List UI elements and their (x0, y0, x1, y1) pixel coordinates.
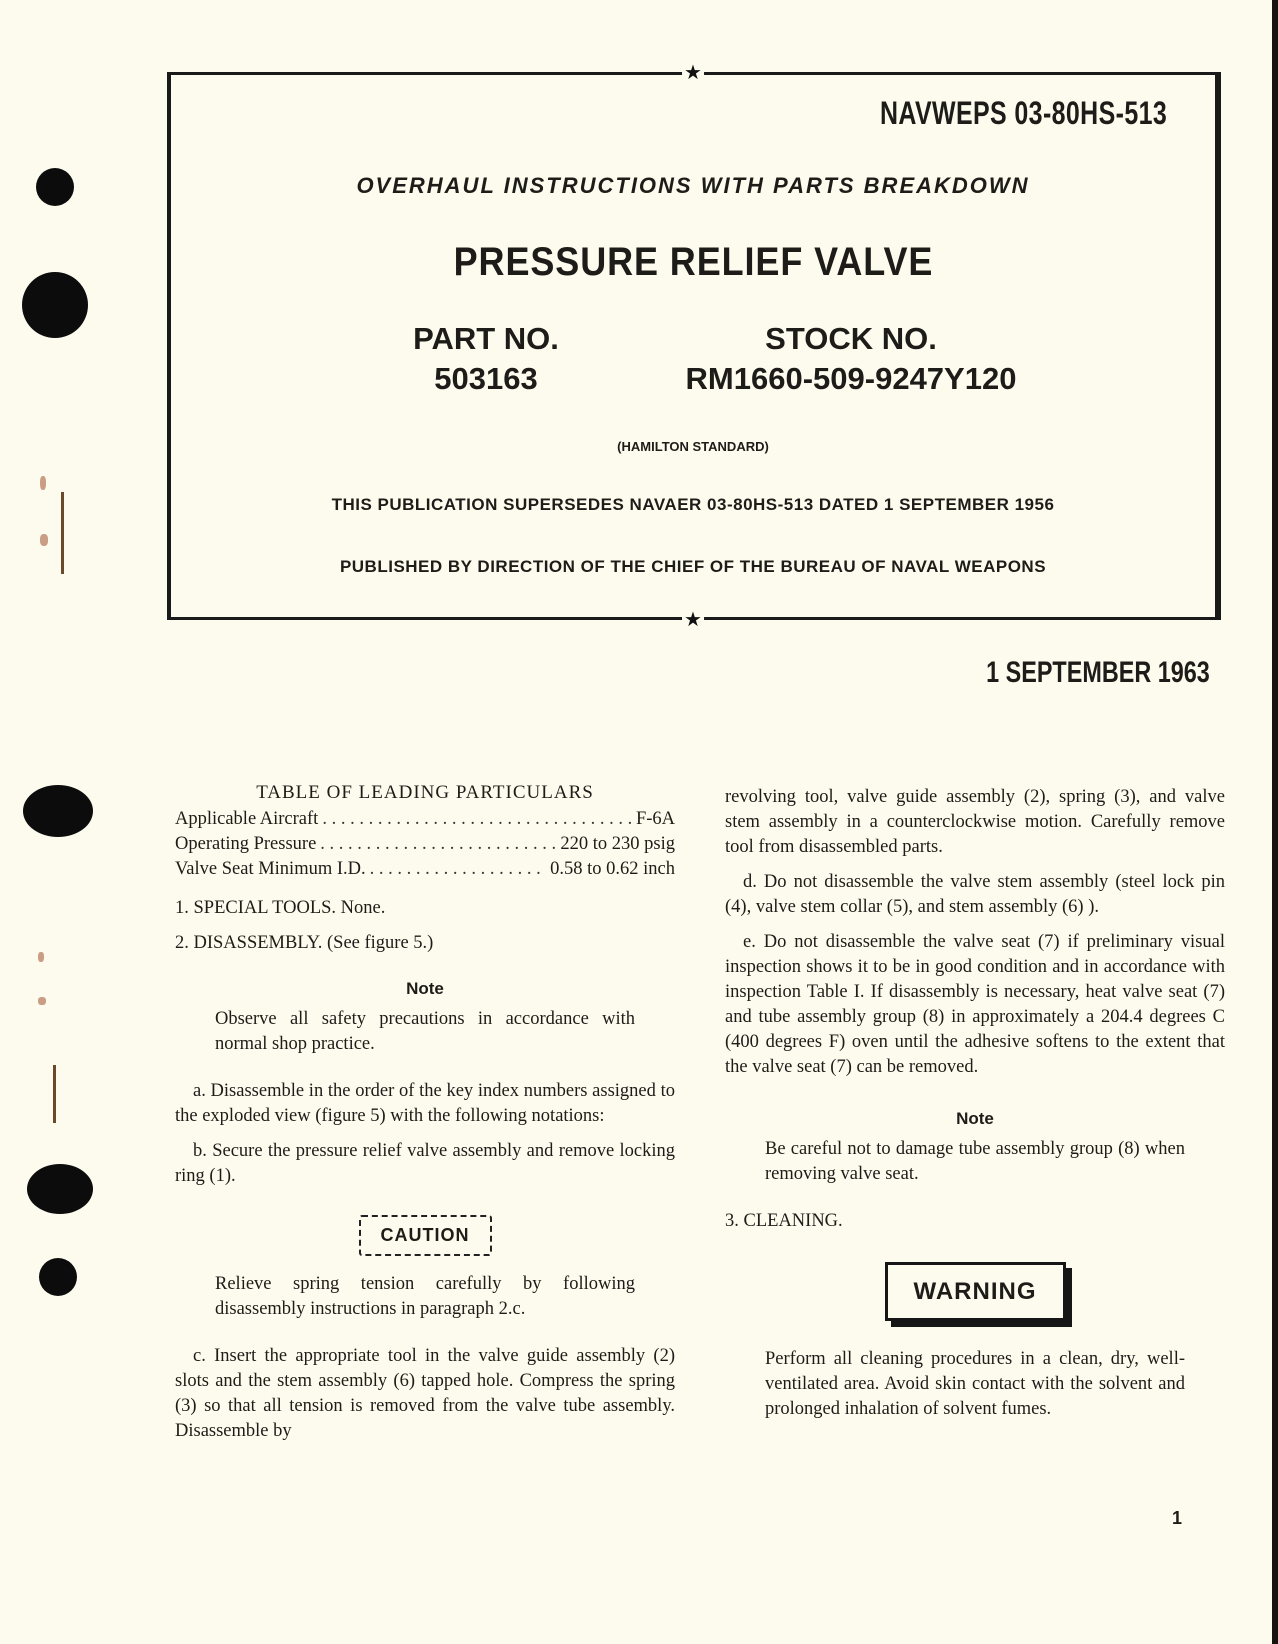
particulars-row (175, 857, 675, 882)
particular-value: 220 to 230 psig (560, 834, 675, 854)
disassembly-heading: 2. DISASSEMBLY. (See figure 5.) (175, 933, 434, 953)
stock-number-block (651, 319, 1051, 399)
paragraph-c-continued: revolving tool, valve guide assembly (2), spring (3), and valve stem assembly in a counterclockwise motion. Carefully remove tool from disassembled parts. (725, 787, 1225, 857)
star-icon: ★ (684, 60, 702, 84)
particular-value: 0.58 to 0.62 inch (550, 859, 675, 879)
document-title: PRESSURE RELIEF VALVE (453, 240, 933, 284)
dot-leader (320, 832, 556, 857)
stock-number-value: RM1660-509-9247Y120 (685, 361, 1017, 396)
binder-hole-icon (27, 1164, 93, 1214)
right-column (725, 785, 1225, 1422)
caution-label: CAUTION (359, 1215, 492, 1256)
paragraph-b: b. Secure the pressure relief valve assembly and remove locking ring (1). (175, 1141, 675, 1186)
note-body: Observe all safety precautions in accordance with normal shop practice. (215, 1009, 635, 1054)
published-by: PUBLISHED BY DIRECTION OF THE CHIEF OF THE BUREAU OF NAVAL WEAPONS (339, 557, 1047, 576)
margin-mark (53, 1065, 56, 1123)
page-number: 1 (1171, 1508, 1182, 1528)
paragraph-a: a. Disassemble in the order of the key index numbers assigned to the exploded view (figure 5) with the following notations: (175, 1081, 675, 1126)
margin-mark (61, 492, 64, 574)
paragraph-e: e. Do not disassemble the valve seat (7) if preliminary visual inspection shows it to be in good condition and in accordance with inspection Table I. If disassembly is necessary, heat valve seat (7) and tube assembly group (8) in approximately a 204.4 degrees C (400 degrees F) oven until the adhesive softens to the extent that the valve seat (7) can be removed. (725, 932, 1225, 1077)
dot-leader (322, 807, 632, 832)
caution-body: Relieve spring tension carefully by following disassembly instructions in paragraph 2.c. (215, 1274, 635, 1319)
left-column (175, 780, 675, 1444)
paragraph-d: d. Do not disassemble the valve stem assembly (steel lock pin (4), valve stem collar (5), and stem assembly (6) ). (725, 872, 1225, 917)
document-subtitle: OVERHAUL INSTRUCTIONS WITH PARTS BREAKDOWN (356, 173, 1030, 198)
title-block (167, 60, 1221, 631)
binder-hole-icon (39, 1258, 77, 1296)
special-tools-heading: 1. SPECIAL TOOLS. None. (175, 898, 386, 918)
manufacturer: (HAMILTON STANDARD) (617, 439, 769, 454)
note-body: Be careful not to damage tube assembly group (8) when removing valve seat. (765, 1139, 1185, 1184)
particular-label: Valve Seat Minimum I.D. (175, 859, 366, 879)
rust-stain (38, 997, 46, 1005)
rust-stain (40, 476, 46, 490)
warning-callout (725, 1262, 1225, 1321)
warning-body: Perform all cleaning procedures in a clean, dry, well-ventilated area. Avoid skin contact with the solvent and prolonged inhalation of solvent fumes. (765, 1349, 1185, 1419)
cleaning-heading: 3. CLEANING. (725, 1211, 843, 1231)
particulars-row (175, 832, 675, 857)
stock-number-label: STOCK NO. (765, 321, 937, 356)
particular-label: Applicable Aircraft (175, 809, 319, 829)
binder-hole-icon (23, 785, 93, 837)
particular-label: Operating Pressure (175, 834, 317, 854)
paragraph-c: c. Insert the appropriate tool in the valve guide assembly (2) slots and the stem assembly (6) tapped hole. Compress the spring (3) so that all tension is removed from the valve tube assembly. Disassemble by (175, 1346, 675, 1441)
caution-callout (175, 1215, 675, 1256)
rust-stain (38, 952, 44, 962)
supersedes-notice: THIS PUBLICATION SUPERSEDES NAVAER 03-80HS-513 DATED 1 SEPTEMBER 1956 (331, 495, 1055, 514)
rust-stain (40, 534, 48, 546)
note-title: Note (956, 1109, 994, 1128)
particulars-row (175, 807, 675, 832)
part-number-block (386, 319, 586, 399)
binder-hole-icon (36, 168, 74, 206)
document-id: NAVWEPS 03-80HS-513 (879, 95, 1167, 131)
particulars-table (175, 807, 675, 882)
table-of-leading-particulars-title: TABLE OF LEADING PARTICULARS (256, 782, 594, 803)
binder-hole-icon (22, 272, 88, 338)
star-icon: ★ (684, 607, 702, 631)
note-title: Note (406, 979, 444, 998)
dot-leader (370, 857, 546, 882)
publication-date: 1 SEPTEMBER 1963 (986, 656, 1210, 689)
particular-value: F-6A (635, 809, 675, 829)
part-number-label: PART NO. (413, 321, 559, 356)
part-number-value: 503163 (434, 361, 538, 396)
scan-page-edge (1272, 0, 1278, 1644)
warning-label: WARNING (885, 1262, 1066, 1321)
